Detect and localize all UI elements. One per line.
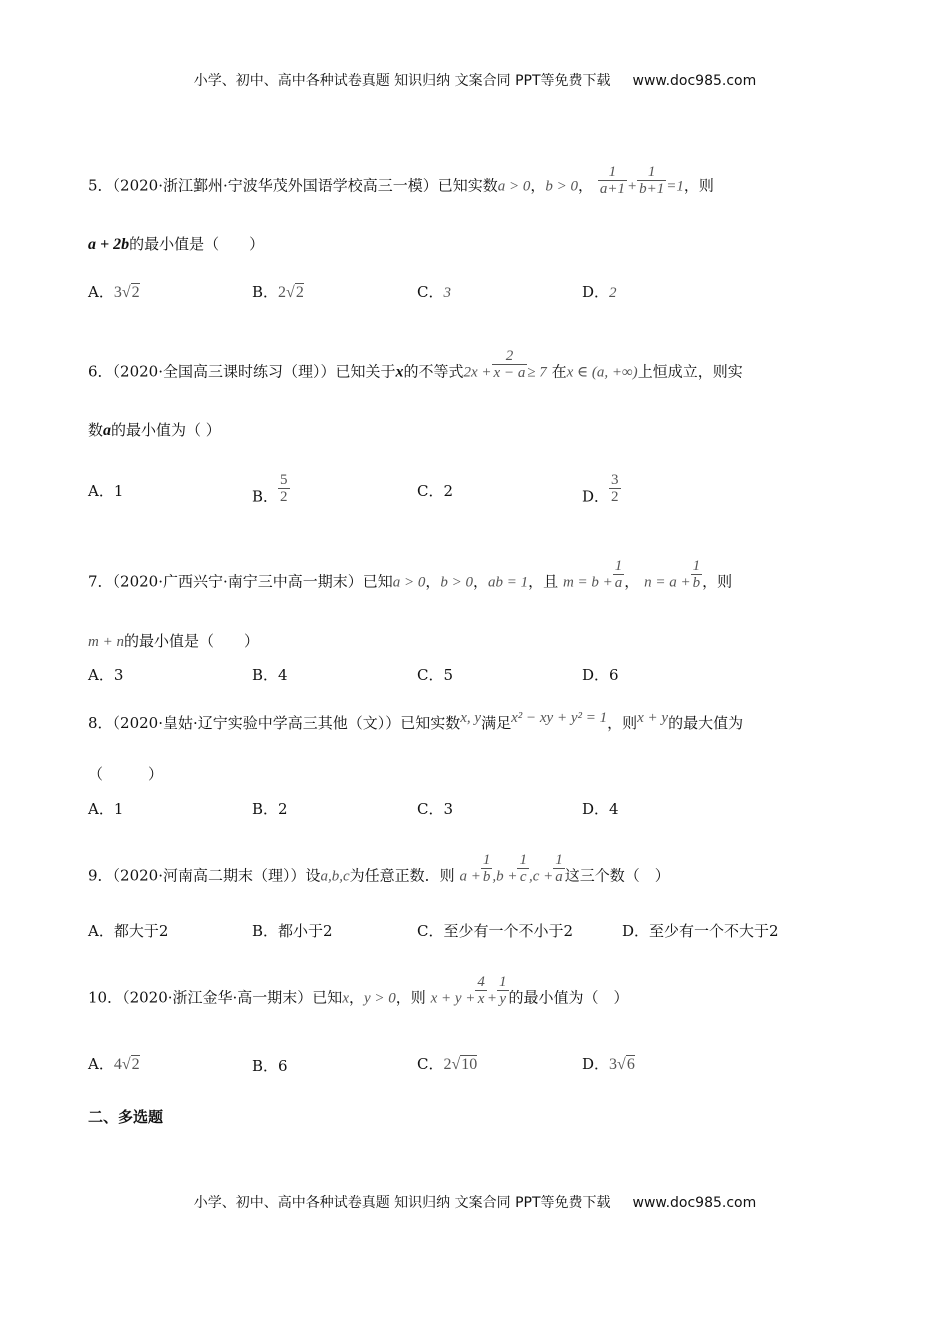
header-text: 小学、初中、高中各种试卷真题 知识归纳 文案合同 PPT等免费下载	[193, 73, 611, 89]
q8-then: ，则	[607, 714, 638, 732]
question-8	[88, 710, 868, 734]
q6-var-a: a	[103, 422, 112, 439]
q8-option-b[interactable]: B．2	[252, 800, 288, 818]
q10-option-a[interactable]: A．4√2	[88, 1055, 140, 1073]
q6-mid: 的不等式	[403, 362, 464, 381]
q6-option-b[interactable]: B． $\frac{5}{2}$	[252, 472, 288, 506]
question-6-line2	[88, 420, 868, 441]
q5-option-d[interactable]: D．2	[582, 283, 617, 301]
q10-plus: +	[486, 990, 498, 1007]
question-8-line2: （ ）	[88, 765, 164, 783]
q7-cond-b: b > 0	[440, 574, 474, 591]
q7-option-d[interactable]: D．6	[582, 666, 619, 684]
q10-d-value: 3√6	[609, 1056, 635, 1073]
q7-n-def: n = a +	[644, 574, 691, 591]
q10-option-d[interactable]: D．3√6	[582, 1055, 635, 1073]
q10-expr1: x + y +	[430, 990, 476, 1007]
q10-sep: ，	[348, 988, 364, 1007]
q10-frac1: $\frac{4}{x}$	[477, 974, 485, 1007]
q5-eq: =1	[666, 178, 684, 195]
q6-ineq-right: ≥ 7	[527, 364, 547, 381]
q6-option-c[interactable]: C．2	[417, 482, 454, 500]
q6-tail: 上恒成立，则实	[637, 362, 743, 381]
q9-option-b[interactable]: B．都小于2	[252, 922, 333, 940]
q9-option-c[interactable]: C．至少有一个不小于2	[417, 922, 574, 940]
q6-line2b: 的最小值为（ ）	[111, 421, 221, 439]
q7-stem: （2020·广西兴宁·南宁三中高一期末）已知	[112, 572, 393, 591]
q7-sep1: ，	[425, 572, 441, 591]
q9-frac3: $\frac{1}{a}$	[555, 852, 563, 885]
q10-a-value: 4√2	[113, 1056, 140, 1073]
q5-expr: a + 2b	[88, 236, 130, 253]
q6-ineq-left: 2x +	[463, 364, 492, 381]
q8-vars: x, y	[460, 710, 482, 726]
q9-tail: 这三个数（ ）	[564, 866, 670, 885]
q9-number: 9．	[88, 866, 113, 885]
q7-m-def: m = b +	[562, 574, 613, 591]
q10-stem: （2020·浙江金华·高一期末）已知	[122, 988, 343, 1007]
q5-cond-b: b > 0	[545, 178, 579, 195]
q9-frac1: $\frac{1}{b}$	[482, 852, 491, 885]
q10-option-c[interactable]: C．2√10	[417, 1055, 478, 1073]
q10-number: 10．	[88, 988, 123, 1007]
q5-tail: ，则	[683, 176, 714, 195]
q5-option-a[interactable]: A．3√2	[88, 283, 140, 301]
q6-line2a: 数	[88, 421, 104, 439]
q6-stem: （2020·全国高三课时练习（理））已知关于	[112, 362, 396, 381]
q10-tail: 的最小值为（ ）	[508, 988, 629, 1007]
section-heading: 二、多选题	[88, 1108, 164, 1126]
q6-option-d[interactable]: D． $\frac{3}{2}$	[582, 472, 619, 506]
q9-frac2: $\frac{1}{c}$	[519, 852, 527, 885]
q7-line2: 的最小值是（ ）	[123, 632, 259, 650]
q10-option-b[interactable]: B．6	[252, 1057, 288, 1075]
q9-vars: a,b,c	[320, 868, 350, 885]
question-5-line2	[88, 234, 868, 255]
q6-var-x: x	[395, 363, 404, 381]
header-site[interactable]: www.doc985.com	[632, 73, 757, 89]
q9-option-d[interactable]: D．至少有一个不大于2	[622, 922, 779, 940]
q7-cond-ab: ab = 1	[488, 574, 529, 591]
footer-text: 小学、初中、高中各种试卷真题 知识归纳 文案合同 PPT等免费下载	[193, 1195, 611, 1211]
q5-number: 5．	[88, 176, 113, 195]
q5-sep1: ，	[530, 176, 546, 195]
q10-frac2: $\frac{1}{y}$	[499, 974, 507, 1007]
question-9	[88, 852, 868, 893]
q8-expr: x + y	[637, 710, 669, 726]
q6-number: 6．	[88, 362, 113, 381]
q6-d-frac: $\frac{3}{2}$	[611, 472, 619, 505]
question-7-line2	[88, 631, 868, 652]
q10-then: ，则	[395, 988, 426, 1007]
q7-sep2: ，	[473, 572, 489, 591]
q5-stem: （2020·浙江鄞州·宁波华茂外国语学校高三一模）已知实数	[112, 176, 498, 195]
q8-stem: （2020·皇姑·辽宁实验中学高三其他（文））已知实数	[112, 714, 461, 732]
q9-stem: （2020·河南高二期末（理））设	[112, 866, 321, 885]
page-footer	[0, 1192, 950, 1212]
q5-b-value: 2√2	[278, 284, 304, 301]
q7-cond-a: a > 0	[392, 574, 426, 591]
q10-c-value: 2√10	[443, 1056, 478, 1073]
question-5	[88, 164, 868, 203]
q5-sep2: ，	[578, 176, 594, 195]
q9-term3: ,c +	[528, 868, 554, 885]
q5-option-c[interactable]: C．3	[417, 283, 451, 301]
q5-frac1: $\frac{1}{a+1}$	[599, 164, 625, 197]
q5-frac2: $\frac{1}{b+1}$	[639, 164, 665, 197]
q5-cond-a: a > 0	[497, 178, 531, 195]
q8-tail: 的最大值为	[668, 714, 744, 732]
q7-tail: ，则	[702, 572, 733, 591]
footer-site[interactable]: www.doc985.com	[632, 1195, 757, 1211]
q6-frac: $\frac{2}{x - a}$	[493, 348, 526, 381]
q7-option-b[interactable]: B．4	[252, 666, 288, 684]
q10-cond-y: y > 0	[364, 990, 396, 1007]
q7-number: 7．	[88, 572, 113, 591]
q8-option-d[interactable]: D．4	[582, 800, 619, 818]
q9-option-a[interactable]: A．都大于2	[88, 922, 169, 940]
q6-domain: x ∈ (a, +∞)	[566, 364, 638, 381]
q5-plus: +	[626, 178, 638, 195]
q5-option-b[interactable]: B．2√2	[252, 283, 304, 301]
q8-option-c[interactable]: C．3	[417, 800, 454, 818]
q8-mid: 满足	[481, 714, 512, 732]
q7-expr: m + n	[88, 634, 124, 650]
question-10	[88, 974, 868, 1015]
q10-var-x: x	[342, 990, 349, 1007]
q6-option-a[interactable]: A．1	[88, 482, 124, 500]
question-6	[88, 348, 868, 389]
page-header	[0, 70, 950, 90]
q7-option-a[interactable]: A．3	[88, 666, 124, 684]
q5-line2: 的最小值是（ ）	[129, 235, 265, 253]
q7-option-c[interactable]: C．5	[417, 666, 454, 684]
q6-on: 在	[551, 362, 567, 381]
q7-and: ，且	[528, 572, 559, 591]
q9-term1: a +	[459, 868, 481, 885]
q8-number: 8．	[88, 714, 113, 732]
q8-eq: x² − xy + y² = 1	[511, 710, 608, 726]
q9-term2: ,b +	[492, 868, 518, 885]
q8-option-a[interactable]: A．1	[88, 800, 124, 818]
question-7	[88, 558, 868, 599]
q7-m-frac: $\frac{1}{a}$	[614, 558, 623, 591]
q6-b-frac: $\frac{5}{2}$	[280, 472, 288, 505]
q5-a-value: 3√2	[113, 284, 140, 301]
q7-sep3: ，	[624, 572, 640, 591]
q9-mid: 为任意正数．则	[349, 866, 455, 885]
q7-n-frac: $\frac{1}{b}$	[692, 558, 701, 591]
